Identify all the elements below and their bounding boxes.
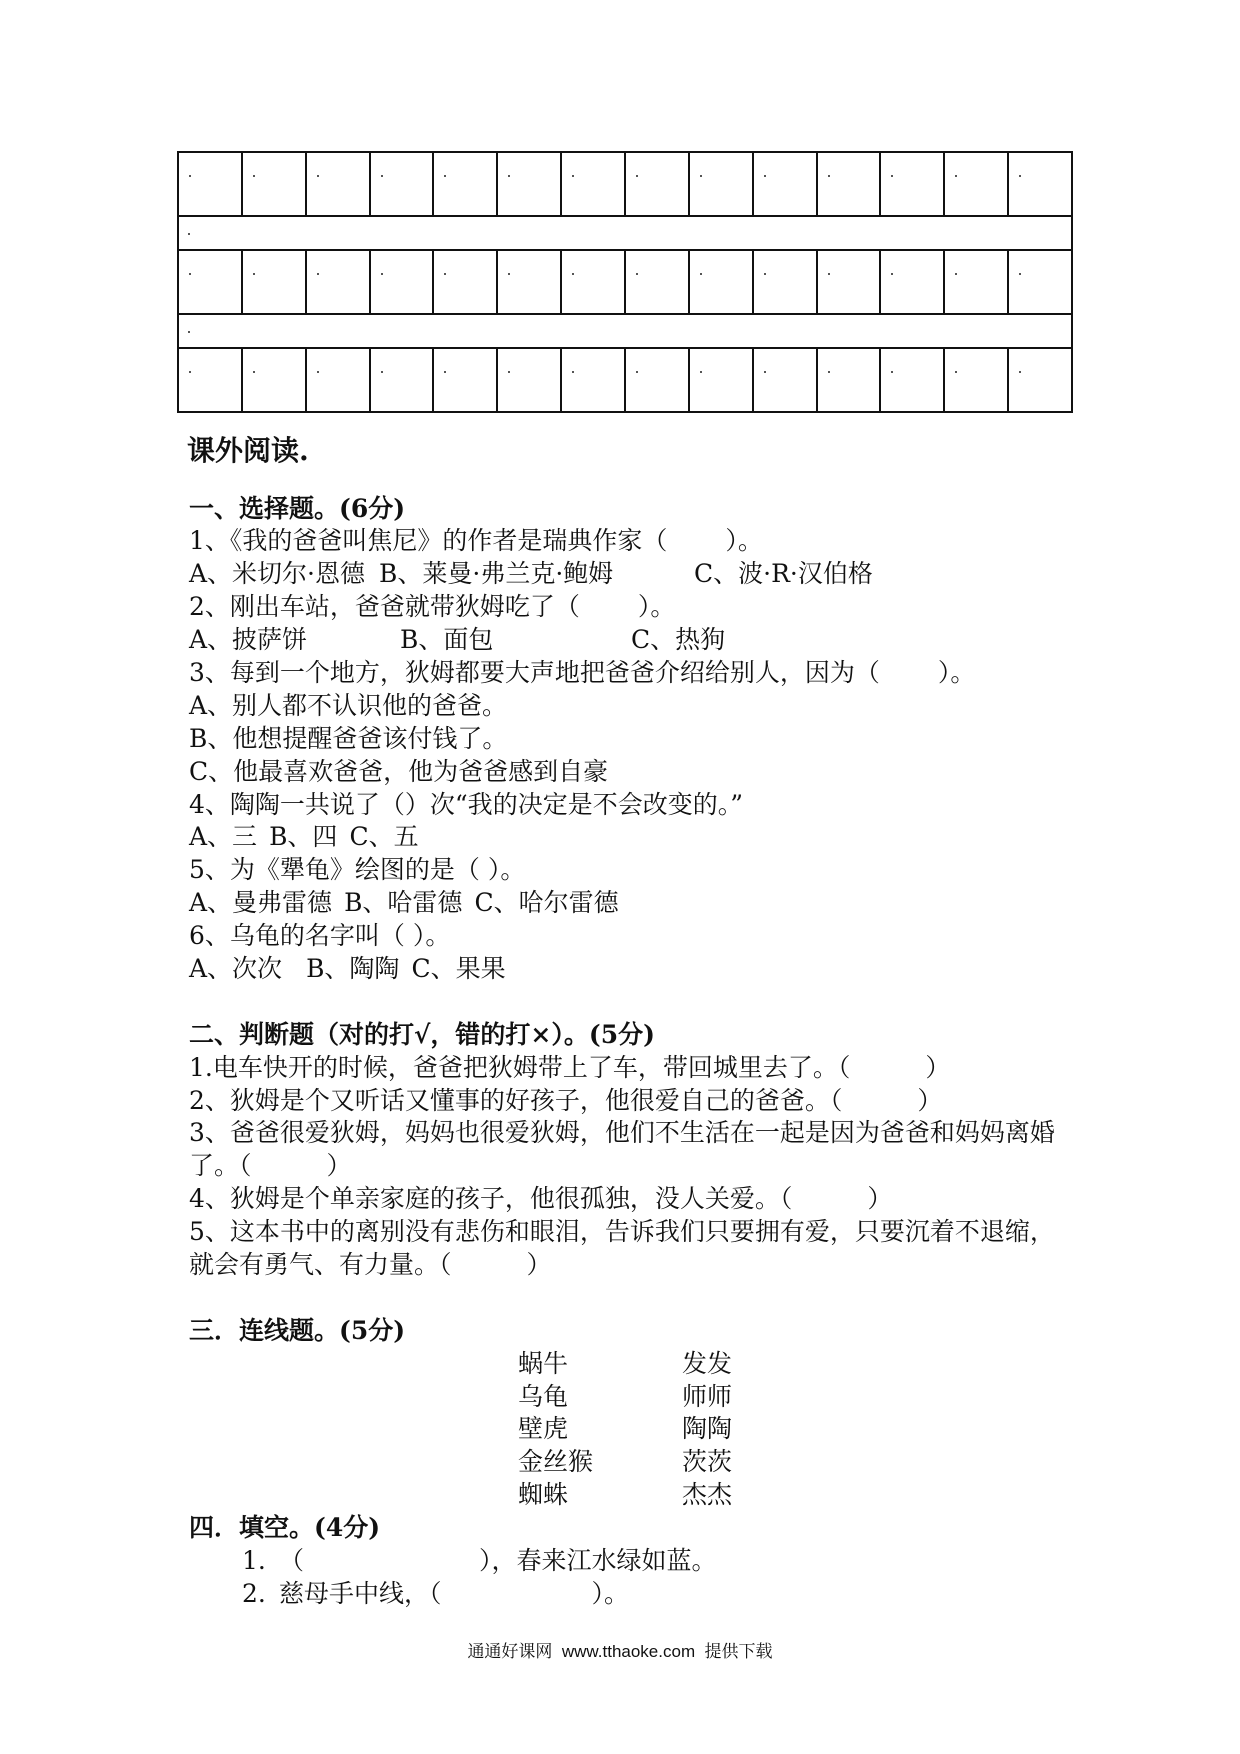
writing-grid-cell [1009, 251, 1071, 313]
question-stem: 5、为《犟龟》绘图的是（ ）。 [189, 855, 526, 885]
section-true-false [189, 1019, 1089, 1282]
matching-right-item: 陶陶 [682, 1414, 733, 1444]
writing-grid-cell [307, 251, 371, 313]
option-a: A、米切尔·恩德 [189, 559, 366, 589]
option-c: C、果果 [411, 953, 506, 983]
option-c: C、五 [349, 822, 419, 852]
char-row [179, 251, 1071, 313]
statement-line: 3、爸爸很爱狄姆，妈妈也很爱狄姆，他们不生活在一起是因为爸爸和妈妈离婚 [189, 1118, 1055, 1148]
matching-right-item: 发发 [682, 1348, 733, 1378]
writing-grid-cell [626, 153, 690, 215]
section-heading: 四．填空。(4分) [189, 1513, 381, 1543]
section-fill-blank [189, 1512, 1089, 1611]
writing-grid-cell [434, 251, 498, 313]
option-a: A、三 [189, 822, 258, 852]
writing-grid-cell [243, 251, 307, 313]
writing-grid-cell [881, 349, 945, 411]
spacer [189, 986, 1089, 1019]
option-row [189, 887, 1089, 920]
option-a: A、次次 [189, 953, 283, 983]
option-a: A、披萨饼 [189, 625, 308, 655]
writing-grid-cell [818, 349, 882, 411]
pinyin-strip [179, 313, 1071, 349]
writing-grid-cell [371, 251, 435, 313]
matching-row [189, 1348, 1089, 1381]
writing-grid-cell [690, 349, 754, 411]
writing-grid-cell [307, 153, 371, 215]
page-footer: 通通好课网 www.tthaoke.com 提供下载 [467, 1642, 773, 1661]
section-heading: 一、选择题。(6分) [189, 493, 406, 523]
statement-line: 2、狄姆是个又听话又懂事的好孩子，他很爱自己的爸爸。（ ） [189, 1085, 943, 1115]
writing-grid-cell [562, 251, 626, 313]
option-row [189, 953, 1089, 986]
writing-grid-cell [690, 153, 754, 215]
statement-line: 就会有勇气、有力量。（ ） [189, 1249, 552, 1279]
option-a: A、曼弗雷德 [189, 888, 333, 918]
writing-grid-cell [179, 251, 243, 313]
option-a: A、别人都不认识他的爸爸。 [189, 690, 508, 720]
option-row [189, 558, 1089, 591]
matching-right-item: 师师 [682, 1381, 733, 1411]
writing-grid-cell [498, 349, 562, 411]
writing-grid-cell [243, 349, 307, 411]
writing-grid-cell [626, 251, 690, 313]
writing-grid-cell [881, 251, 945, 313]
writing-grid-cell [945, 153, 1009, 215]
statement-line: 5、这本书中的离别没有悲伤和眼泪，告诉我们只要拥有爱，只要沉着不退缩， [189, 1217, 1055, 1247]
writing-grid [177, 151, 1073, 413]
option-c: C、波·R·汉伯格 [694, 559, 873, 589]
statement-line: 了。（ ） [189, 1151, 352, 1181]
writing-grid-cell [945, 349, 1009, 411]
item-number: 2. [242, 1578, 266, 1608]
fill-blank-item [189, 1578, 1089, 1611]
writing-grid-cell [498, 251, 562, 313]
writing-grid-cell [179, 153, 243, 215]
writing-grid-cell [434, 153, 498, 215]
writing-grid-cell [1009, 153, 1071, 215]
char-row [179, 349, 1071, 411]
option-b: B、陶陶 [306, 953, 400, 983]
writing-grid-cell [562, 153, 626, 215]
section-multiple-choice [189, 493, 1089, 986]
writing-grid-cell [371, 349, 435, 411]
option-row [189, 821, 1089, 854]
writing-grid-cell [243, 153, 307, 215]
writing-grid-cell [179, 349, 243, 411]
writing-grid-cell [626, 349, 690, 411]
writing-grid-cell [562, 349, 626, 411]
option-b: B、哈雷德 [344, 888, 463, 918]
option-b: B、面包 [400, 625, 494, 655]
writing-grid-cell [754, 153, 818, 215]
exam-body [189, 493, 1089, 1611]
option-b: B、他想提醒爸爸该付钱了。 [189, 723, 508, 753]
statement-line: 1.电车快开的时候，爸爸把狄姆带上了车，带回城里去了。（ ） [189, 1052, 951, 1082]
matching-row [189, 1446, 1089, 1479]
fill-blank-item [189, 1545, 1089, 1578]
writing-grid-cell [754, 251, 818, 313]
writing-grid-cell [498, 153, 562, 215]
writing-grid-cell [881, 153, 945, 215]
writing-grid-cell [434, 349, 498, 411]
section-heading: 三．连线题。(5分) [189, 1315, 406, 1345]
question-stem: 1、《我的爸爸叫焦尼》的作者是瑞典作家（ ）。 [189, 526, 763, 556]
option-row [189, 624, 1089, 657]
question-stem: 3、每到一个地方，狄姆都要大声地把爸爸介绍给别人，因为（ ）。 [189, 657, 976, 687]
matching-left-item: 壁虎 [518, 1414, 569, 1444]
option-b: B、四 [269, 822, 338, 852]
writing-grid-cell [371, 153, 435, 215]
matching-left-item: 蜗牛 [518, 1348, 569, 1378]
option-c: C、哈尔雷德 [474, 888, 619, 918]
option-c: C、热狗 [631, 625, 726, 655]
section-matching [189, 1315, 1089, 1512]
matching-row [189, 1413, 1089, 1446]
writing-grid-cell [818, 153, 882, 215]
matching-left-item: 乌龟 [518, 1381, 569, 1411]
writing-grid-cell [690, 251, 754, 313]
writing-grid-cell [307, 349, 371, 411]
writing-grid-cell [818, 251, 882, 313]
spacer [189, 1282, 1089, 1315]
item-text: 慈母手中线，（ ）。 [279, 1578, 630, 1608]
writing-grid-cell [1009, 349, 1071, 411]
option-b: B、莱曼·弗兰克·鲍姆 [379, 559, 614, 589]
pinyin-strip [179, 215, 1071, 251]
item-number: 1. [242, 1546, 266, 1575]
writing-grid-cell [754, 349, 818, 411]
writing-grid-cell [945, 251, 1009, 313]
question-stem: 6、乌龟的名字叫（ ）。 [189, 921, 451, 951]
statement-line: 4、狄姆是个单亲家庭的孩子，他很孤独，没人关爱。（ ） [189, 1184, 893, 1214]
matching-row [189, 1479, 1089, 1512]
matching-row [189, 1381, 1089, 1414]
matching-right-item: 茨茨 [682, 1447, 733, 1477]
section-heading: 二、判断题（对的打√，错的打×）。(5分) [189, 1019, 655, 1049]
option-c: C、他最喜欢爸爸，他为爸爸感到自豪 [189, 756, 609, 786]
page-title: 课外阅读. [187, 434, 309, 467]
matching-left-item: 金丝猴 [518, 1447, 594, 1477]
item-text: （ ），春来江水绿如蓝。 [279, 1546, 717, 1575]
char-row [179, 153, 1071, 215]
question-stem: 4、陶陶一共说了（）次“我的决定是不会改变的。” [189, 789, 743, 819]
matching-right-item: 杰杰 [682, 1480, 733, 1510]
matching-left-item: 蜘蛛 [518, 1480, 569, 1510]
question-stem: 2、刚出车站，爸爸就带狄姆吃了（ ）。 [189, 592, 676, 622]
